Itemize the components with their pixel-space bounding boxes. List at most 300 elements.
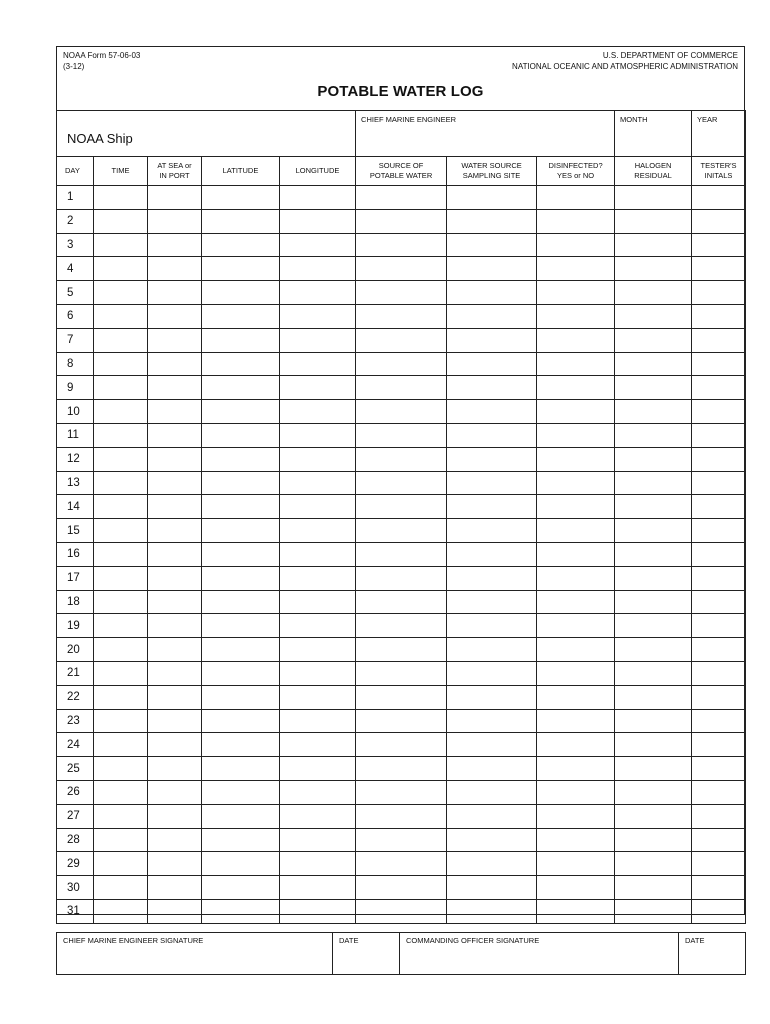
tester-cell[interactable] — [692, 685, 746, 709]
halogen-cell[interactable] — [615, 257, 692, 281]
sampling-site-cell[interactable] — [447, 186, 537, 210]
at-sea-cell[interactable] — [148, 638, 202, 662]
latitude-cell[interactable] — [202, 638, 280, 662]
tester-cell[interactable] — [692, 590, 746, 614]
at-sea-cell[interactable] — [148, 780, 202, 804]
disinfected-cell[interactable] — [537, 899, 615, 923]
latitude-cell[interactable] — [202, 519, 280, 543]
time-cell[interactable] — [94, 876, 148, 900]
at-sea-cell[interactable] — [148, 328, 202, 352]
at-sea-cell[interactable] — [148, 685, 202, 709]
halogen-cell[interactable] — [615, 423, 692, 447]
source-cell[interactable] — [356, 804, 447, 828]
tester-cell[interactable] — [692, 400, 746, 424]
longitude-cell[interactable] — [280, 780, 356, 804]
time-cell[interactable] — [94, 471, 148, 495]
sampling-site-cell[interactable] — [447, 757, 537, 781]
source-cell[interactable] — [356, 614, 447, 638]
disinfected-cell[interactable] — [537, 709, 615, 733]
sampling-site-cell[interactable] — [447, 804, 537, 828]
disinfected-cell[interactable] — [537, 400, 615, 424]
time-cell[interactable] — [94, 685, 148, 709]
latitude-cell[interactable] — [202, 614, 280, 638]
disinfected-cell[interactable] — [537, 352, 615, 376]
source-cell[interactable] — [356, 757, 447, 781]
source-cell[interactable] — [356, 304, 447, 328]
tester-cell[interactable] — [692, 638, 746, 662]
disinfected-cell[interactable] — [537, 542, 615, 566]
disinfected-cell[interactable] — [537, 614, 615, 638]
chief-signature-date-field[interactable]: DATE — [333, 933, 400, 975]
sampling-site-cell[interactable] — [447, 209, 537, 233]
halogen-cell[interactable] — [615, 733, 692, 757]
halogen-cell[interactable] — [615, 899, 692, 923]
longitude-cell[interactable] — [280, 352, 356, 376]
time-cell[interactable] — [94, 828, 148, 852]
disinfected-cell[interactable] — [537, 519, 615, 543]
halogen-cell[interactable] — [615, 281, 692, 305]
disinfected-cell[interactable] — [537, 495, 615, 519]
tester-cell[interactable] — [692, 566, 746, 590]
year-field[interactable] — [692, 111, 746, 157]
sampling-site-cell[interactable] — [447, 495, 537, 519]
latitude-cell[interactable] — [202, 447, 280, 471]
tester-cell[interactable] — [692, 376, 746, 400]
tester-cell[interactable] — [692, 852, 746, 876]
sampling-site-cell[interactable] — [447, 542, 537, 566]
source-cell[interactable] — [356, 590, 447, 614]
time-cell[interactable] — [94, 400, 148, 424]
source-cell[interactable] — [356, 852, 447, 876]
longitude-cell[interactable] — [280, 400, 356, 424]
tester-cell[interactable] — [692, 304, 746, 328]
longitude-cell[interactable] — [280, 804, 356, 828]
table-row — [57, 685, 746, 709]
source-cell[interactable] — [356, 566, 447, 590]
time-cell[interactable] — [94, 519, 148, 543]
at-sea-cell[interactable] — [148, 376, 202, 400]
sampling-site-cell[interactable] — [447, 899, 537, 923]
at-sea-cell[interactable] — [148, 542, 202, 566]
latitude-cell[interactable] — [202, 281, 280, 305]
time-cell[interactable] — [94, 328, 148, 352]
longitude-cell[interactable] — [280, 186, 356, 210]
latitude-cell[interactable] — [202, 876, 280, 900]
halogen-cell[interactable] — [615, 709, 692, 733]
at-sea-cell[interactable] — [148, 233, 202, 257]
co-signature-date-field[interactable]: DATE — [679, 933, 746, 975]
longitude-cell[interactable] — [280, 281, 356, 305]
latitude-cell[interactable] — [202, 352, 280, 376]
tester-cell[interactable] — [692, 876, 746, 900]
longitude-cell[interactable] — [280, 328, 356, 352]
tester-cell[interactable] — [692, 519, 746, 543]
source-cell[interactable] — [356, 828, 447, 852]
tester-cell[interactable] — [692, 328, 746, 352]
tester-cell[interactable] — [692, 661, 746, 685]
at-sea-cell[interactable] — [148, 661, 202, 685]
halogen-cell[interactable] — [615, 495, 692, 519]
source-cell[interactable] — [356, 638, 447, 662]
source-cell[interactable] — [356, 423, 447, 447]
tester-cell[interactable] — [692, 757, 746, 781]
source-cell[interactable] — [356, 328, 447, 352]
time-cell[interactable] — [94, 304, 148, 328]
time-cell[interactable] — [94, 804, 148, 828]
sampling-site-cell[interactable] — [447, 828, 537, 852]
latitude-cell[interactable] — [202, 590, 280, 614]
longitude-cell[interactable] — [280, 614, 356, 638]
sampling-site-cell[interactable] — [447, 257, 537, 281]
halogen-cell[interactable] — [615, 376, 692, 400]
at-sea-cell[interactable] — [148, 876, 202, 900]
col-tester — [692, 157, 746, 186]
table-row — [57, 638, 746, 662]
chief-engineer-field[interactable] — [356, 111, 615, 157]
at-sea-cell[interactable] — [148, 495, 202, 519]
halogen-cell[interactable] — [615, 780, 692, 804]
longitude-cell[interactable] — [280, 233, 356, 257]
tester-cell[interactable] — [692, 804, 746, 828]
sampling-site-cell[interactable] — [447, 590, 537, 614]
tester-cell[interactable] — [692, 257, 746, 281]
source-cell[interactable] — [356, 376, 447, 400]
time-cell[interactable] — [94, 733, 148, 757]
halogen-cell[interactable] — [615, 876, 692, 900]
at-sea-cell[interactable] — [148, 757, 202, 781]
longitude-cell[interactable] — [280, 542, 356, 566]
time-cell[interactable] — [94, 352, 148, 376]
co-signature-field[interactable]: COMMANDING OFFICER SIGNATURE — [400, 933, 679, 975]
halogen-cell[interactable] — [615, 590, 692, 614]
longitude-cell[interactable] — [280, 304, 356, 328]
halogen-cell[interactable] — [615, 352, 692, 376]
longitude-cell[interactable] — [280, 447, 356, 471]
disinfected-cell[interactable] — [537, 685, 615, 709]
sampling-site-cell[interactable] — [447, 447, 537, 471]
halogen-cell[interactable] — [615, 304, 692, 328]
time-cell[interactable] — [94, 638, 148, 662]
latitude-cell[interactable] — [202, 209, 280, 233]
sampling-site-cell[interactable] — [447, 352, 537, 376]
col-sampling-site — [447, 157, 537, 186]
sampling-site-cell[interactable] — [447, 304, 537, 328]
latitude-cell[interactable] — [202, 186, 280, 210]
disinfected-cell[interactable] — [537, 566, 615, 590]
sampling-site-cell[interactable] — [447, 376, 537, 400]
sampling-site-cell[interactable] — [447, 638, 537, 662]
time-cell[interactable] — [94, 281, 148, 305]
halogen-cell[interactable] — [615, 209, 692, 233]
tester-cell[interactable] — [692, 186, 746, 210]
tester-cell[interactable] — [692, 614, 746, 638]
at-sea-cell[interactable] — [148, 186, 202, 210]
source-cell[interactable] — [356, 352, 447, 376]
source-cell[interactable] — [356, 780, 447, 804]
disinfected-cell[interactable] — [537, 661, 615, 685]
latitude-cell[interactable] — [202, 400, 280, 424]
sampling-site-cell[interactable] — [447, 519, 537, 543]
at-sea-cell[interactable] — [148, 400, 202, 424]
time-cell[interactable] — [94, 709, 148, 733]
disinfected-cell[interactable] — [537, 780, 615, 804]
disinfected-cell[interactable] — [537, 376, 615, 400]
tester-cell[interactable] — [692, 352, 746, 376]
halogen-cell[interactable] — [615, 661, 692, 685]
disinfected-cell[interactable] — [537, 733, 615, 757]
longitude-cell[interactable] — [280, 757, 356, 781]
month-field[interactable] — [615, 111, 692, 157]
at-sea-cell[interactable] — [148, 709, 202, 733]
latitude-cell[interactable] — [202, 376, 280, 400]
longitude-cell[interactable] — [280, 733, 356, 757]
halogen-cell[interactable] — [615, 542, 692, 566]
longitude-cell[interactable] — [280, 209, 356, 233]
time-cell[interactable] — [94, 614, 148, 638]
at-sea-cell[interactable] — [148, 281, 202, 305]
sampling-site-cell[interactable] — [447, 661, 537, 685]
longitude-cell[interactable] — [280, 519, 356, 543]
time-cell[interactable] — [94, 566, 148, 590]
chief-signature-field[interactable]: CHIEF MARINE ENGINEER SIGNATURE — [57, 933, 333, 975]
at-sea-cell[interactable] — [148, 614, 202, 638]
longitude-cell[interactable] — [280, 899, 356, 923]
sampling-site-cell[interactable] — [447, 233, 537, 257]
tester-cell[interactable] — [692, 281, 746, 305]
sampling-site-cell[interactable] — [447, 471, 537, 495]
at-sea-cell[interactable] — [148, 471, 202, 495]
source-cell[interactable] — [356, 400, 447, 424]
tester-cell[interactable] — [692, 495, 746, 519]
disinfected-cell[interactable] — [537, 852, 615, 876]
longitude-cell[interactable] — [280, 471, 356, 495]
halogen-cell[interactable] — [615, 519, 692, 543]
longitude-cell[interactable] — [280, 638, 356, 662]
at-sea-cell[interactable] — [148, 566, 202, 590]
at-sea-cell[interactable] — [148, 304, 202, 328]
sampling-site-cell[interactable] — [447, 281, 537, 305]
time-cell[interactable] — [94, 257, 148, 281]
longitude-cell[interactable] — [280, 709, 356, 733]
sampling-site-cell[interactable] — [447, 709, 537, 733]
disinfected-cell[interactable] — [537, 328, 615, 352]
tester-cell[interactable] — [692, 233, 746, 257]
tester-cell[interactable] — [692, 423, 746, 447]
halogen-cell[interactable] — [615, 400, 692, 424]
halogen-cell[interactable] — [615, 804, 692, 828]
longitude-cell[interactable] — [280, 566, 356, 590]
at-sea-cell[interactable] — [148, 852, 202, 876]
sampling-site-cell[interactable] — [447, 400, 537, 424]
disinfected-cell[interactable] — [537, 804, 615, 828]
tester-cell[interactable] — [692, 209, 746, 233]
tester-cell[interactable] — [692, 899, 746, 923]
disinfected-cell[interactable] — [537, 423, 615, 447]
latitude-cell[interactable] — [202, 233, 280, 257]
halogen-cell[interactable] — [615, 614, 692, 638]
longitude-cell[interactable] — [280, 590, 356, 614]
latitude-cell[interactable] — [202, 566, 280, 590]
halogen-cell[interactable] — [615, 328, 692, 352]
disinfected-cell[interactable] — [537, 209, 615, 233]
longitude-cell[interactable] — [280, 376, 356, 400]
latitude-cell[interactable] — [202, 780, 280, 804]
ship-label: NOAA Ship — [67, 131, 133, 146]
day-number: 15 — [57, 519, 94, 543]
source-cell[interactable] — [356, 876, 447, 900]
halogen-cell[interactable] — [615, 638, 692, 662]
col-disinfected-line2: YES or NO — [557, 171, 595, 180]
col-sampling-line1: WATER SOURCE — [461, 161, 522, 170]
at-sea-cell[interactable] — [148, 804, 202, 828]
time-cell[interactable] — [94, 376, 148, 400]
latitude-cell[interactable] — [202, 757, 280, 781]
tester-cell[interactable] — [692, 471, 746, 495]
source-cell[interactable] — [356, 281, 447, 305]
source-cell[interactable] — [356, 186, 447, 210]
longitude-cell[interactable] — [280, 876, 356, 900]
at-sea-cell[interactable] — [148, 209, 202, 233]
disinfected-cell[interactable] — [537, 471, 615, 495]
halogen-cell[interactable] — [615, 852, 692, 876]
halogen-cell[interactable] — [615, 566, 692, 590]
at-sea-cell[interactable] — [148, 733, 202, 757]
disinfected-cell[interactable] — [537, 281, 615, 305]
time-cell[interactable] — [94, 852, 148, 876]
latitude-cell[interactable] — [202, 423, 280, 447]
table-row — [57, 281, 746, 305]
tester-cell[interactable] — [692, 780, 746, 804]
disinfected-cell[interactable] — [537, 828, 615, 852]
longitude-cell[interactable] — [280, 257, 356, 281]
disinfected-cell[interactable] — [537, 257, 615, 281]
disinfected-cell[interactable] — [537, 233, 615, 257]
tester-cell[interactable] — [692, 733, 746, 757]
day-number: 14 — [57, 495, 94, 519]
latitude-cell[interactable] — [202, 733, 280, 757]
latitude-cell[interactable] — [202, 471, 280, 495]
sampling-site-cell[interactable] — [447, 566, 537, 590]
source-cell[interactable] — [356, 899, 447, 923]
longitude-cell[interactable] — [280, 685, 356, 709]
halogen-cell[interactable] — [615, 685, 692, 709]
time-cell[interactable] — [94, 590, 148, 614]
latitude-cell[interactable] — [202, 328, 280, 352]
table-row — [57, 590, 746, 614]
source-cell[interactable] — [356, 257, 447, 281]
day-number: 29 — [57, 852, 94, 876]
source-cell[interactable] — [356, 209, 447, 233]
sampling-site-cell[interactable] — [447, 733, 537, 757]
tester-cell[interactable] — [692, 447, 746, 471]
disinfected-cell[interactable] — [537, 447, 615, 471]
time-cell[interactable] — [94, 757, 148, 781]
time-cell[interactable] — [94, 209, 148, 233]
time-cell[interactable] — [94, 780, 148, 804]
disinfected-cell[interactable] — [537, 876, 615, 900]
at-sea-cell[interactable] — [148, 423, 202, 447]
source-cell[interactable] — [356, 495, 447, 519]
disinfected-cell[interactable] — [537, 757, 615, 781]
time-cell[interactable] — [94, 542, 148, 566]
disinfected-cell[interactable] — [537, 638, 615, 662]
ship-name-field[interactable] — [57, 111, 356, 157]
source-cell[interactable] — [356, 542, 447, 566]
latitude-cell[interactable] — [202, 852, 280, 876]
time-cell[interactable] — [94, 447, 148, 471]
latitude-cell[interactable] — [202, 542, 280, 566]
halogen-cell[interactable] — [615, 233, 692, 257]
longitude-cell[interactable] — [280, 852, 356, 876]
time-cell[interactable] — [94, 661, 148, 685]
tester-cell[interactable] — [692, 709, 746, 733]
latitude-cell[interactable] — [202, 899, 280, 923]
latitude-cell[interactable] — [202, 828, 280, 852]
at-sea-cell[interactable] — [148, 447, 202, 471]
latitude-cell[interactable] — [202, 304, 280, 328]
at-sea-cell[interactable] — [148, 590, 202, 614]
tester-cell[interactable] — [692, 828, 746, 852]
disinfected-cell[interactable] — [537, 304, 615, 328]
time-cell[interactable] — [94, 233, 148, 257]
source-cell[interactable] — [356, 733, 447, 757]
source-cell[interactable] — [356, 685, 447, 709]
sampling-site-cell[interactable] — [447, 328, 537, 352]
sampling-site-cell[interactable] — [447, 614, 537, 638]
source-cell[interactable] — [356, 519, 447, 543]
time-cell[interactable] — [94, 186, 148, 210]
latitude-cell[interactable] — [202, 661, 280, 685]
halogen-cell[interactable] — [615, 447, 692, 471]
sampling-site-cell[interactable] — [447, 876, 537, 900]
latitude-cell[interactable] — [202, 709, 280, 733]
source-cell[interactable] — [356, 471, 447, 495]
source-cell[interactable] — [356, 661, 447, 685]
at-sea-cell[interactable] — [148, 352, 202, 376]
disinfected-cell[interactable] — [537, 590, 615, 614]
longitude-cell[interactable] — [280, 661, 356, 685]
at-sea-cell[interactable] — [148, 828, 202, 852]
longitude-cell[interactable] — [280, 423, 356, 447]
source-cell[interactable] — [356, 233, 447, 257]
at-sea-cell[interactable] — [148, 257, 202, 281]
at-sea-cell[interactable] — [148, 519, 202, 543]
longitude-cell[interactable] — [280, 495, 356, 519]
halogen-cell[interactable] — [615, 757, 692, 781]
latitude-cell[interactable] — [202, 257, 280, 281]
at-sea-cell[interactable] — [148, 899, 202, 923]
col-halogen — [615, 157, 692, 186]
disinfected-cell[interactable] — [537, 186, 615, 210]
time-cell[interactable] — [94, 899, 148, 923]
halogen-cell[interactable] — [615, 471, 692, 495]
source-cell[interactable] — [356, 447, 447, 471]
time-cell[interactable] — [94, 423, 148, 447]
sampling-site-cell[interactable] — [447, 423, 537, 447]
longitude-cell[interactable] — [280, 828, 356, 852]
sampling-site-cell[interactable] — [447, 780, 537, 804]
halogen-cell[interactable] — [615, 828, 692, 852]
sampling-site-cell[interactable] — [447, 685, 537, 709]
latitude-cell[interactable] — [202, 685, 280, 709]
latitude-cell[interactable] — [202, 804, 280, 828]
source-cell[interactable] — [356, 709, 447, 733]
halogen-cell[interactable] — [615, 186, 692, 210]
time-cell[interactable] — [94, 495, 148, 519]
tester-cell[interactable] — [692, 542, 746, 566]
latitude-cell[interactable] — [202, 495, 280, 519]
sampling-site-cell[interactable] — [447, 852, 537, 876]
